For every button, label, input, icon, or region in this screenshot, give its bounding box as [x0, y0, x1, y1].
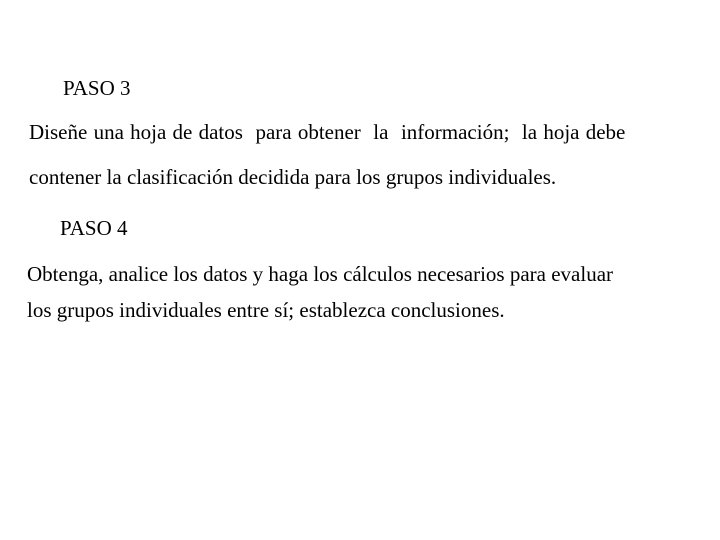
step-4-text-line-1: Obtenga, analice los datos y haga los cálculos necesarios para evaluar: [27, 262, 614, 286]
step-3-text-line-1: Diseñe una hoja de datos para obtener la información; la hoja debe: [29, 120, 626, 144]
step-3-text-line-2: contener la clasificación decidida para los grupos individuales.: [29, 165, 557, 189]
step-3-heading: PASO 3: [63, 76, 131, 100]
step-4-text-line-2: los grupos individuales entre sí; establezca conclusiones.: [27, 298, 505, 322]
step-4-heading: PASO 4: [60, 216, 128, 240]
